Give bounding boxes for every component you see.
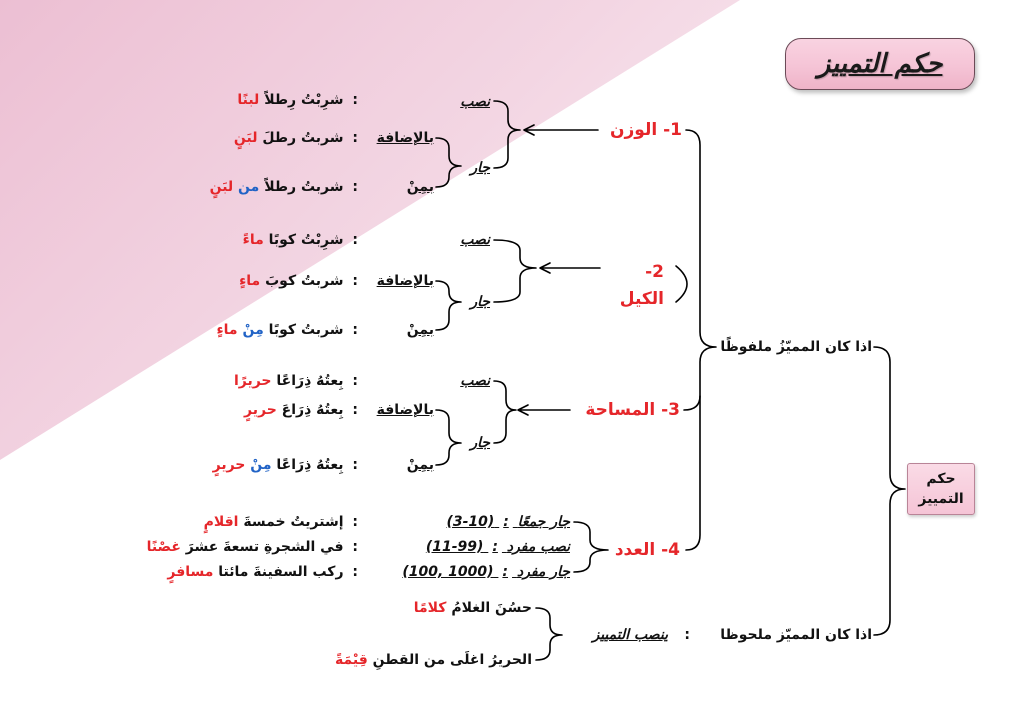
number-brace xyxy=(574,522,608,572)
example-text: شربتُ رطلَ xyxy=(262,130,344,146)
kayl-arrow xyxy=(540,263,600,273)
area-idafa-label: بالإضافة xyxy=(376,402,434,418)
example-kayl-idafa xyxy=(239,271,362,291)
lafz-condition: اذا كان المميّزُ ملفوظًا xyxy=(720,339,872,355)
example-text: حسُنَ الغلامُ xyxy=(451,600,532,616)
measure-number: 4- xyxy=(661,540,680,560)
weight-case-brace xyxy=(494,101,520,168)
rule-range: (11-99) xyxy=(425,539,484,555)
min-particle: مِنْ xyxy=(250,457,272,473)
lafz-brace xyxy=(686,130,716,550)
tamyeez-word: حريرًا xyxy=(233,373,272,389)
title-banner xyxy=(785,38,975,90)
lahz-colon: : xyxy=(684,627,690,643)
example-weight-min xyxy=(210,177,362,197)
example-text: شرِبْتُ كوبًا xyxy=(268,232,344,248)
measure-number: 1- xyxy=(663,120,682,140)
example-text: بِعتُهُ ذِرَاعَ xyxy=(281,402,344,418)
measure-area-label xyxy=(585,400,680,420)
tamyeez-word: لبَنٍ xyxy=(209,179,234,195)
example-text: شربتُ كوبَ xyxy=(265,273,344,289)
colon: : xyxy=(352,179,358,195)
colon: : xyxy=(502,564,509,580)
example-weight-idafa xyxy=(234,128,362,148)
colon: : xyxy=(352,564,358,580)
tamyeez-word: مسافرٍ xyxy=(167,564,214,580)
page-title: حكم التمييز xyxy=(817,49,943,79)
tamyeez-word: ماءً xyxy=(242,232,264,248)
colon: : xyxy=(352,457,358,473)
area-connector xyxy=(684,396,700,410)
colon: : xyxy=(352,373,358,389)
min-particle: من xyxy=(238,179,260,195)
weight-jar-label: جار xyxy=(470,160,490,176)
weight-nasb-label: نصب xyxy=(460,94,490,110)
example-area-nasb xyxy=(234,371,362,391)
colon: : xyxy=(352,92,358,108)
kayl-idafa-label: بالإضافة xyxy=(376,273,434,289)
example-area-min xyxy=(213,455,362,475)
measure-weight-label xyxy=(610,120,682,140)
example-lahz-2 xyxy=(335,650,532,670)
weight-jar-brace xyxy=(436,138,461,187)
example-weight-nasb xyxy=(237,90,362,110)
example-kayl-min xyxy=(217,320,362,340)
weight-bimin-label: بمِنْ xyxy=(406,179,434,195)
example-text: بِعتُهُ ذِرَاعًا xyxy=(276,457,344,473)
kayl-connector xyxy=(676,266,687,302)
lahz-condition: اذا كان المميّز ملحوظا xyxy=(720,627,872,643)
colon: : xyxy=(352,273,358,289)
root-brace xyxy=(874,347,905,635)
area-bimin-label: بمِنْ xyxy=(406,457,434,473)
root-line-1: حكم xyxy=(926,471,956,487)
example-kayl-nasb xyxy=(243,230,362,250)
example-text: شرِبْتُ رِطلاً xyxy=(264,92,344,108)
colon: : xyxy=(352,232,358,248)
tamyeez-word: كلامًا xyxy=(413,600,447,616)
example-text: الحريرُ اغلَى من القطنِ xyxy=(372,652,532,668)
rule-case: جار جمعًا xyxy=(517,514,570,530)
rule-case: نصب مفرد xyxy=(506,539,570,555)
number-rule-2 xyxy=(426,537,570,557)
weight-arrow xyxy=(524,125,598,135)
colon: : xyxy=(352,514,358,530)
measure-number: 3- xyxy=(661,400,680,420)
kayl-bimin-label: بمِنْ xyxy=(406,322,434,338)
kayl-nasb-label: نصب xyxy=(460,232,490,248)
tamyeez-word: ماءٍ xyxy=(216,322,238,338)
example-text: شربتُ رطلاً xyxy=(264,179,344,195)
kayl-jar-brace xyxy=(436,281,461,330)
measure-number-label xyxy=(615,540,680,560)
measure-name: الوزن xyxy=(610,120,658,140)
lahz-brace xyxy=(536,608,562,660)
example-area-idafa xyxy=(244,400,362,420)
tamyeez-word: غصْنًا xyxy=(146,539,181,555)
example-text: بِعتُهُ ذِرَاعًا xyxy=(276,373,344,389)
tamyeez-word: ماءٍ xyxy=(239,273,261,289)
example-text: في الشجرةِ تسعةَ عشرَ xyxy=(185,539,344,555)
lahz-rule: ينصب التمييز xyxy=(592,627,668,643)
example-lahz-1 xyxy=(414,598,532,618)
kayl-jar-label: جار xyxy=(470,294,490,310)
tamyeez-word: اقلامٍ xyxy=(203,514,239,530)
tamyeez-word: لبَنٍ xyxy=(233,130,258,146)
weight-idafa-label: بالإضافة xyxy=(376,130,434,146)
colon: : xyxy=(352,322,358,338)
root-line-2: التمييز xyxy=(918,491,964,507)
example-number-2 xyxy=(147,537,362,557)
area-jar-label: جار xyxy=(470,435,490,451)
area-jar-brace xyxy=(436,410,461,465)
colon: : xyxy=(352,539,358,555)
area-arrow xyxy=(518,405,570,415)
measure-kayl-name: الكيل xyxy=(619,289,664,309)
min-particle: مِنْ xyxy=(242,322,264,338)
tamyeez-word: قِيْمَةً xyxy=(335,652,368,668)
colon: : xyxy=(352,130,358,146)
tamyeez-word: حريرٍ xyxy=(244,402,277,418)
root-node xyxy=(907,463,975,515)
colon: : xyxy=(492,539,498,555)
example-text: إشتريتُ خمسةَ xyxy=(243,514,344,530)
number-rule-3 xyxy=(402,562,570,582)
measure-kayl-number: 2- xyxy=(645,262,664,282)
rule-range: (100, 1000) xyxy=(402,564,494,580)
rule-case: جار مفرد xyxy=(516,564,570,580)
number-rule-1 xyxy=(446,512,570,532)
example-number-3 xyxy=(167,562,362,582)
measure-name: المساحة xyxy=(585,400,656,420)
example-text: شربتُ كوبًا xyxy=(268,322,344,338)
example-number-1 xyxy=(204,512,362,532)
colon: : xyxy=(503,514,509,530)
kayl-case-brace xyxy=(494,240,536,302)
tamyeez-word: لبنًا xyxy=(237,92,260,108)
rule-range: (3-10) xyxy=(446,514,495,530)
area-case-brace xyxy=(494,381,516,443)
colon: : xyxy=(352,402,358,418)
tamyeez-word: حريرٍ xyxy=(212,457,246,473)
measure-name: العدد xyxy=(614,540,656,560)
area-nasb-label: نصب xyxy=(460,373,490,389)
example-text: ركب السفينةَ مائتا xyxy=(218,564,344,580)
